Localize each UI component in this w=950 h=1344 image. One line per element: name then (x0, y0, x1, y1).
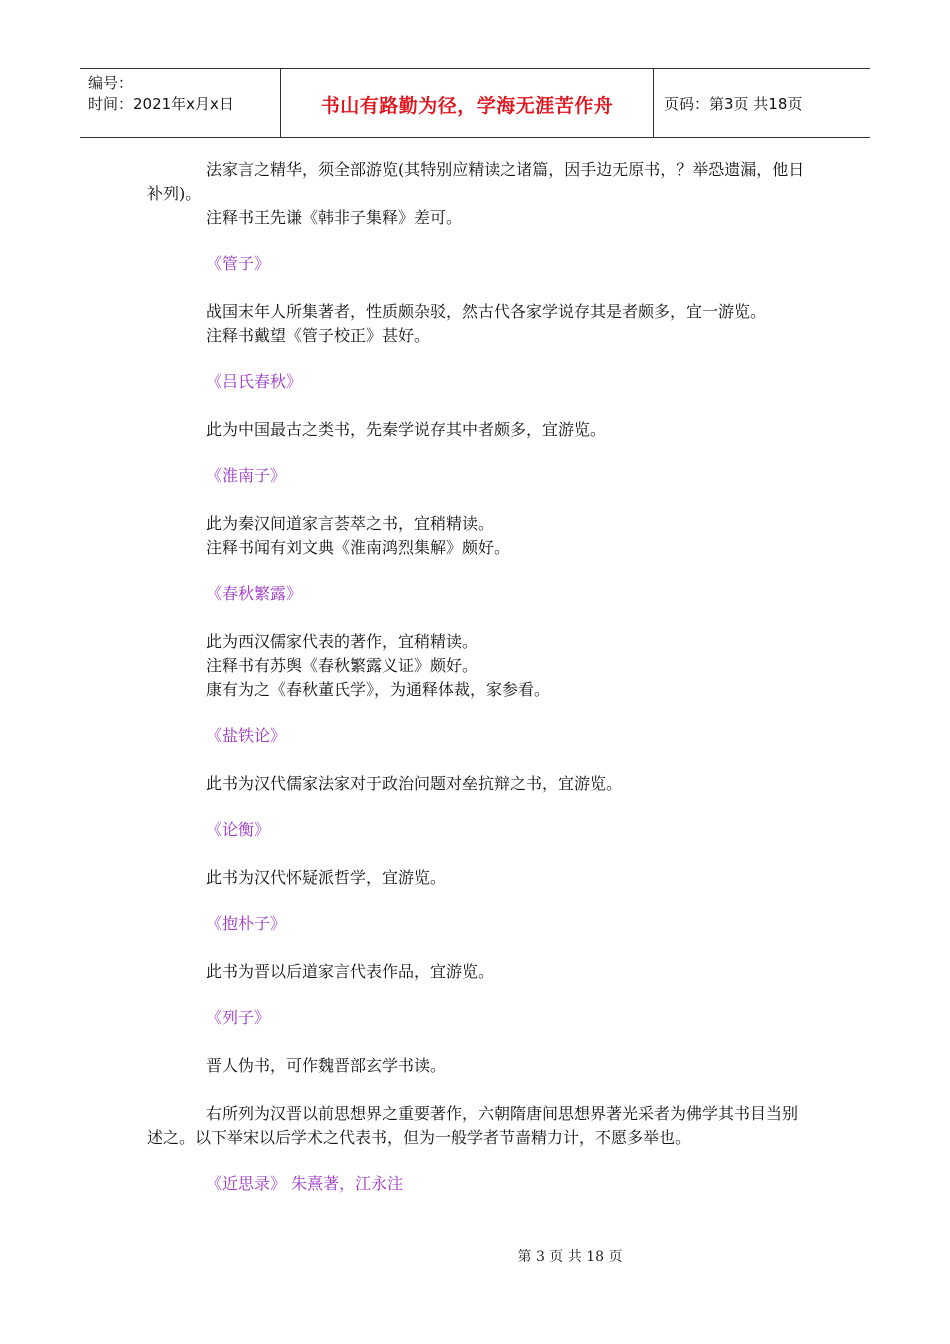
intro-paragraph: 法家言之精华，须全部游览(其特别应精读之诸篇，因手边无原书，？举恐遗漏，他日补列)。 (147, 160, 805, 203)
book-title-guanzi: 《管子》 (206, 254, 271, 273)
guanzi-description: 战国末年人所集著者，性质颇杂驳，然古代各家学说存其是者颇多，宜一游览。 (206, 302, 767, 321)
guanzi-note: 注释书戴望《管子校正》甚好。 (206, 326, 431, 345)
page-footer (0, 1246, 950, 1266)
document-number-label: 编号： (88, 74, 134, 92)
book-title-chunqiu-fanlu: 《春秋繁露》 (206, 584, 303, 603)
book-title-liezi: 《列子》 (206, 1008, 271, 1027)
document-date-label: 时间：2021年x月x日 (88, 95, 234, 113)
baopu-description: 此书为晋以后道家言代表作品，宜游览。 (206, 962, 495, 981)
header-motto: 书山有路勤为径，学海无涯苦作舟 (320, 94, 614, 117)
header-page-cell (654, 69, 870, 137)
header-page-info: 页码：第3页 共18页 (664, 94, 803, 113)
header-motto-cell (281, 69, 654, 137)
lushi-description: 此为中国最古之类书，先秦学说存其中者颇多，宜游览。 (206, 420, 607, 439)
book-title-baopuzi: 《抱朴子》 (206, 914, 287, 933)
book-title-jinsilu: 《近思录》 朱熹著，江永注 (206, 1174, 404, 1193)
page-header (80, 68, 870, 138)
header-meta-cell (80, 69, 281, 137)
lunheng-description: 此书为汉代怀疑派哲学，宜游览。 (206, 868, 447, 887)
book-title-yantielun: 《盐铁论》 (206, 726, 287, 745)
footer-page-number: 第 3 页 共 18 页 (517, 1249, 623, 1265)
liezi-description: 晋人伪书，可作魏晋部玄学书读。 (206, 1056, 447, 1075)
huainan-description: 此为秦汉间道家言荟萃之书，宜稍精读。 (206, 514, 495, 533)
chunqiu-note-1: 注释书有苏舆《春秋繁露义证》颇好。 (206, 656, 479, 675)
intro-note: 注释书王先谦《韩非子集释》差可。 (206, 208, 463, 227)
book-title-lushi-chunqiu: 《吕氏春秋》 (206, 372, 303, 391)
book-title-lunheng: 《论衡》 (206, 820, 271, 839)
chunqiu-description: 此为西汉儒家代表的著作，宜稍精读。 (206, 632, 479, 651)
chunqiu-note-2: 康有为之《春秋董氏学》，为通释体裁，家参看。 (206, 680, 551, 699)
huainan-note: 注释书闻有刘文典《淮南鸿烈集解》颇好。 (206, 538, 511, 557)
yantie-description: 此书为汉代儒家法家对于政治问题对垒抗辩之书，宜游览。 (206, 774, 623, 793)
book-title-huainanzi: 《淮南子》 (206, 466, 287, 485)
document-body (147, 158, 807, 1196)
summary-paragraph: 右所列为汉晋以前思想界之重要著作，六朝隋唐间思想界著光采者为佛学其书目当别述之。以下举宋以后学术之代表书，但为一般学者节啬精力计，不愿多举也。 (147, 1104, 799, 1147)
